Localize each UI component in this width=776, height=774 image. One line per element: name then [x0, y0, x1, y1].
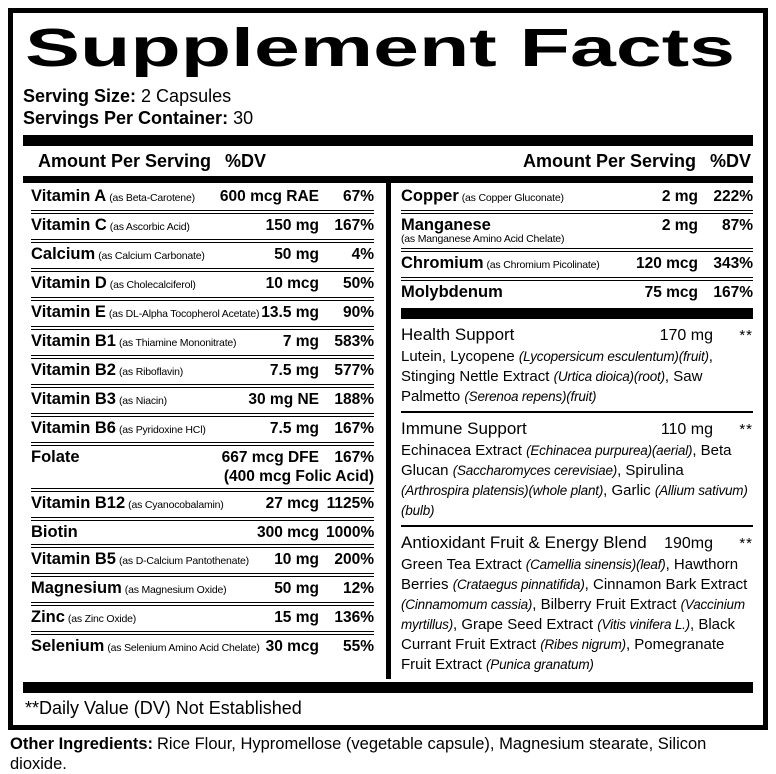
blend-latin-name: (Serenoa repens)(fruit): [464, 389, 597, 404]
nutrient-amount: 667 mcg DFE: [221, 449, 319, 466]
blend-latin-name: (Allium sativum)(bulb): [401, 483, 748, 518]
blend-name: Antioxidant Fruit & Energy Blend: [401, 533, 647, 552]
nutrient-form: (as Selenium Amino Acid Chelate): [107, 642, 260, 654]
blend-row: [401, 416, 753, 441]
serving-size-row: [23, 85, 753, 107]
nutrient-name: Vitamin D: [31, 274, 107, 292]
blend-latin-name: (Vitis vinifera L.): [597, 617, 690, 632]
nutrient-columns: [23, 183, 753, 679]
right-column-header: [386, 151, 753, 172]
nutrient-form: (as Chromium Picolinate): [486, 259, 600, 271]
left-nutrient-column: [23, 183, 386, 679]
nutrient-row: [31, 214, 374, 239]
nutrient-dv: 50%: [342, 275, 374, 292]
blend-dv-asterisks: **: [739, 535, 753, 552]
nutrient-form: (as DL-Alpha Tocopherol Acetate): [108, 308, 260, 320]
title-svg: [25, 21, 737, 77]
nutrient-form: (as Pyridoxine HCl): [118, 424, 206, 436]
servings-per-container-value: 30: [233, 108, 254, 128]
nutrient-row: [31, 548, 374, 573]
nutrient-row-folate: [31, 446, 374, 488]
blend-dv-asterisks: **: [739, 421, 753, 438]
other-ingredients-label: Other Ingredients:: [10, 735, 154, 753]
blend-latin-name: (Arthrospira platensis)(whole plant): [401, 483, 604, 498]
nutrient-row: [401, 185, 753, 210]
nutrient-amount: 600 mcg RAE: [219, 188, 319, 205]
nutrient-dv: 167%: [334, 420, 374, 437]
nutrient-dv: 577%: [334, 362, 374, 379]
nutrient-row: [401, 281, 753, 304]
panel-title: [25, 21, 753, 82]
blend-ingredient: , Stinging Nettle Extract: [401, 348, 713, 385]
blend-latin-name: (Urtica dioica)(root): [553, 369, 665, 384]
blend-ingredient: , Cinnamon Bark Extract: [584, 576, 748, 593]
blend-ingredient: , Grape Seed Extract: [453, 616, 598, 633]
serving-size-value: 2 Capsules: [141, 86, 232, 106]
nutrient-dv: 1000%: [326, 524, 375, 541]
nutrient-dv: 4%: [351, 246, 374, 263]
column-headers: [23, 146, 753, 176]
nutrient-form: (as Riboflavin): [118, 366, 184, 378]
nutrient-amount-secondary: (400 mcg Folic Acid): [223, 468, 374, 485]
blend-row: [401, 530, 753, 555]
nutrient-amount: 7 mg: [282, 333, 319, 350]
nutrient-form: (as Zinc Oxide): [67, 613, 137, 625]
nutrient-row-manganese: [401, 214, 753, 248]
blend-latin-name: (Saccharomyces cerevisiae): [452, 463, 618, 478]
nutrient-name: Zinc: [31, 608, 65, 626]
blend-latin-name: (Echinacea purpurea)(aerial): [526, 443, 693, 458]
blend-separator: [401, 411, 753, 413]
amount-per-serving-header: Amount Per Serving: [37, 151, 211, 171]
blend-description: [401, 555, 753, 675]
nutrient-name: Vitamin A: [31, 187, 107, 205]
nutrient-amount: 10 mg: [274, 551, 319, 568]
nutrient-dv: 167%: [334, 449, 374, 466]
blend-ingredient: Green Tea Extract: [401, 556, 526, 573]
nutrient-dv: 167%: [334, 217, 374, 234]
nutrient-amount: 10 mcg: [265, 275, 319, 292]
blend-ingredient: , Spirulina: [617, 462, 684, 479]
nutrient-name: Selenium: [31, 637, 105, 655]
nutrient-dv: 87%: [721, 217, 753, 234]
nutrient-row: [31, 577, 374, 602]
nutrient-name: Copper: [401, 187, 459, 205]
blend-ingredient: , Pomegranate Fruit Extract: [401, 636, 725, 673]
blend-ingredient: , Bilberry Fruit Extract: [532, 596, 681, 613]
blend-ingredient: , Black Currant Fruit Extract: [401, 616, 735, 653]
nutrient-amount: 50 mg: [274, 580, 319, 597]
blend-ingredient: Echinacea Extract: [401, 442, 527, 459]
blend-latin-name: (Vaccinium myrtillus): [401, 597, 745, 632]
blend-name: Immune Support: [401, 419, 527, 438]
nutrient-row: [31, 330, 374, 355]
nutrient-dv: 136%: [334, 609, 374, 626]
nutrient-dv: 1125%: [326, 495, 374, 512]
nutrient-amount: 13.5 mg: [261, 304, 319, 321]
nutrient-name: Biotin: [31, 523, 78, 541]
divider-bar-heavy-bottom: [23, 682, 753, 693]
blend-latin-name: (Ribes nigrum): [540, 637, 626, 652]
nutrient-amount: 7.5 mg: [269, 362, 319, 379]
nutrient-row: [31, 388, 374, 413]
nutrient-name: Molybdenum: [401, 283, 503, 301]
nutrient-name: Folate: [31, 448, 80, 466]
nutrient-form: (as Copper Gluconate): [461, 192, 564, 204]
blend-ingredient: , Garlic: [603, 482, 655, 499]
nutrient-amount: 2 mg: [661, 217, 698, 234]
servings-per-container-row: [23, 107, 753, 129]
divider-bar-medium: [23, 176, 753, 183]
blend-amount: 110 mg: [660, 421, 713, 438]
blend-ingredient: , Beta Glucan: [401, 442, 732, 479]
nutrient-row: [31, 492, 374, 517]
right-nutrient-column: [391, 183, 753, 679]
nutrient-dv: 222%: [713, 188, 753, 205]
nutrient-row: [31, 635, 374, 660]
divider-bar-heavy-top: [23, 135, 753, 146]
left-column-header: [23, 151, 386, 172]
blend-amount: 170 mg: [659, 327, 713, 344]
blend-latin-name: (Crataegus pinnatifida): [452, 577, 585, 592]
nutrient-name: Vitamin E: [31, 303, 106, 321]
other-ingredients-row: [10, 734, 766, 774]
nutrient-row: [31, 359, 374, 384]
nutrient-name: Calcium: [31, 245, 96, 263]
blend-ingredient: , Saw Palmetto: [401, 368, 703, 405]
nutrient-name: Vitamin B6: [31, 419, 116, 437]
nutrient-dv: 12%: [342, 580, 374, 597]
blend-dv-asterisks: **: [739, 327, 753, 344]
nutrient-row: [401, 252, 753, 277]
nutrient-amount: 2 mg: [661, 188, 698, 205]
nutrient-dv: 200%: [334, 551, 374, 568]
blend-amount: 190mg: [664, 535, 713, 552]
nutrient-form: (as Thiamine Mononitrate): [118, 337, 237, 349]
nutrient-amount: 30 mg NE: [248, 391, 319, 408]
divider-bar-heavy-right-column: [401, 308, 753, 319]
nutrient-name: Chromium: [401, 254, 484, 272]
nutrient-form: (as Calcium Carbonate): [98, 250, 205, 262]
nutrient-amount: 30 mcg: [265, 638, 319, 655]
nutrient-dv: 583%: [334, 333, 374, 350]
nutrient-form: (as Niacin): [118, 395, 167, 407]
nutrient-form: (as D-Calcium Pantothenate): [118, 555, 249, 567]
blend-description: [401, 441, 753, 521]
nutrient-dv: 90%: [342, 304, 374, 321]
blend-ingredient: , Hawthorn Berries: [401, 556, 739, 593]
nutrient-name: Vitamin B5: [31, 550, 116, 568]
blend-ingredient: Lutein, Lycopene: [401, 348, 519, 365]
nutrient-amount: 7.5 mg: [269, 420, 319, 437]
nutrient-row: [31, 417, 374, 442]
nutrient-form: (as Beta-Carotene): [109, 192, 195, 204]
nutrient-row: [31, 606, 374, 631]
nutrient-row: [31, 521, 374, 544]
nutrient-name: Vitamin B12: [31, 494, 126, 512]
nutrient-name: Vitamin B1: [31, 332, 116, 350]
nutrient-form: (as Magnesium Oxide): [124, 584, 227, 596]
blend-latin-name: (Lycopersicum esculentum)(fruit): [518, 349, 709, 364]
nutrient-form: (as Cholecalciferol): [109, 279, 196, 291]
nutrient-amount: 15 mg: [274, 609, 319, 626]
title-text: Supplement Facts: [25, 21, 735, 77]
blend-latin-name: (Punica granatum): [486, 657, 594, 672]
nutrient-form: (as Ascorbic Acid): [109, 221, 190, 233]
nutrient-dv: 343%: [713, 255, 753, 272]
blend-name: Health Support: [401, 325, 515, 344]
nutrient-dv: 67%: [342, 188, 374, 205]
nutrient-amount: 150 mg: [265, 217, 319, 234]
nutrient-amount: 50 mg: [274, 246, 319, 263]
blend-latin-name: (Cinnamomum cassia): [401, 597, 533, 612]
blend-separator: [401, 525, 753, 527]
nutrient-amount: 300 mcg: [256, 524, 319, 541]
nutrient-dv: 188%: [334, 391, 374, 408]
nutrient-form: (as Cyanocobalamin): [128, 499, 224, 511]
other-ingredients-value: Rice Flour, Hypromellose (vegetable capsule), Magnesium stearate, Silicon dioxide.: [10, 735, 707, 773]
nutrient-name: Magnesium: [31, 579, 122, 597]
nutrient-name: Vitamin B2: [31, 361, 116, 379]
percent-dv-header: %DV: [224, 151, 266, 171]
nutrient-row: [31, 272, 374, 297]
amount-per-serving-header: Amount Per Serving: [522, 151, 696, 171]
nutrient-dv: 55%: [342, 638, 374, 655]
blend-latin-name: (Camellia sinensis)(leaf): [525, 557, 666, 572]
daily-value-footnote: **Daily Value (DV) Not Established: [25, 698, 302, 718]
nutrient-amount: 120 mcg: [635, 255, 698, 272]
percent-dv-header: %DV: [709, 151, 751, 171]
blend-description: [401, 347, 753, 407]
supplement-facts-panel: [8, 8, 768, 730]
nutrient-amount: 75 mcg: [644, 284, 698, 301]
nutrient-amount: 27 mcg: [265, 495, 319, 512]
nutrient-name: Vitamin C: [31, 216, 107, 234]
nutrient-name: Vitamin B3: [31, 390, 116, 408]
nutrient-row: [31, 243, 374, 268]
nutrient-dv: 167%: [713, 284, 753, 301]
nutrient-row: [31, 301, 374, 326]
nutrient-row: [31, 185, 374, 210]
nutrient-name: Manganese: [401, 216, 491, 234]
servings-per-container-label: Servings Per Container:: [23, 108, 229, 128]
nutrient-form: (as Manganese Amino Acid Chelate): [401, 233, 565, 245]
blend-row: [401, 322, 753, 347]
serving-size-label: Serving Size:: [23, 86, 137, 106]
